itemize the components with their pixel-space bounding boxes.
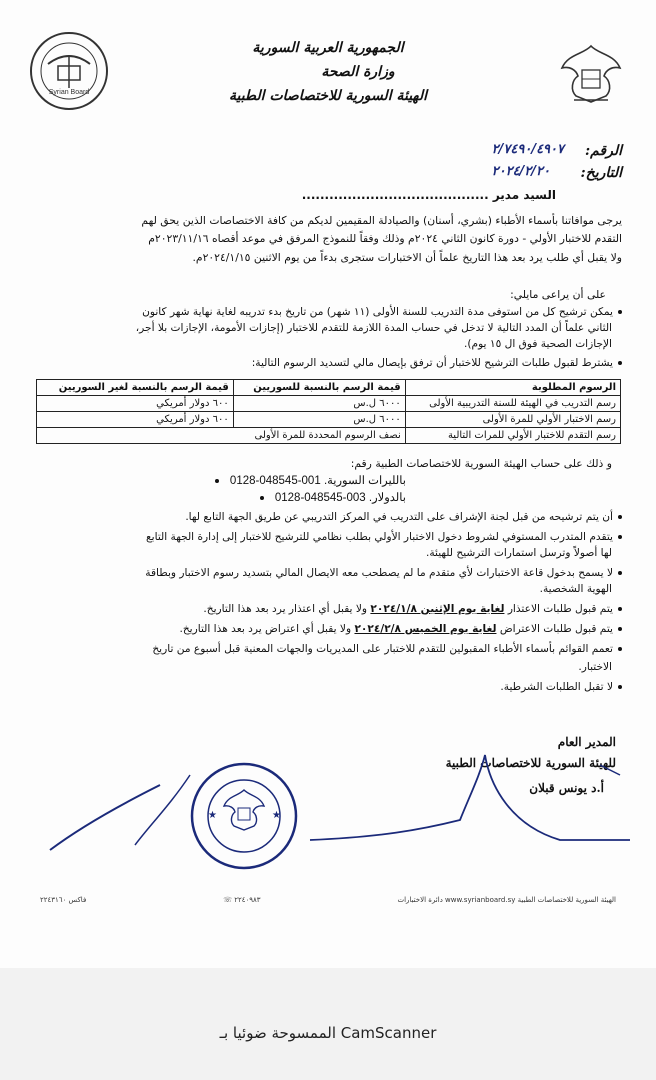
note-item-1: يمكن ترشيح كل من استوفى مدة التدريب للسنة الأولى (١١ شهر) من تاريخ بدء تدريبه لغاية نهاية شهر كانون — [34, 305, 622, 320]
rule-item-3-cont: الهوية الشخصية. — [539, 583, 612, 595]
account-2 — [260, 490, 406, 504]
table-cell: رسم الاختبار الأولي للمرة الأولى — [405, 412, 620, 428]
ref-number-handwritten: ٢/٧٤٩٠/٤٩٠٧ — [491, 142, 564, 157]
table-row — [37, 428, 621, 444]
rule-item-2: يتقدم المتدرب المستوفي لشروط دخول الاختبار الأولي بطلب نظامي للترشيح للاختبار إلى إدارة الجهة التابع — [34, 530, 622, 545]
rule-item-3: لا يسمح بدخول قاعة الاختبارات لأي متقدم ما لم يصطحب معه الايصال المالي بتسديد رسوم الاختبار وبطاقة — [34, 566, 622, 581]
account-1 — [215, 473, 406, 487]
board-title: الهيئة السورية للاختصاصات الطبية — [228, 88, 428, 104]
fees-table — [36, 379, 621, 444]
table-cell: ٦٠٠٠ ل.س — [233, 412, 405, 428]
logo-left-text: Syrian Board — [48, 89, 90, 96]
rule-item-6-cont: الاختبار. — [578, 661, 612, 673]
table-row — [37, 396, 621, 412]
signature-name: أ.د يونس قبلان — [529, 781, 604, 795]
signature-org: للهيئة السورية للاختصاصات الطبية — [445, 756, 616, 770]
rule-item-5: يتم قبول طلبات الاعتراض لغاية يوم الخميس ٢٠٢٤/٢/٨ ولا يقبل أي اعتراض يرد بعد هذا التاريخ. — [34, 622, 622, 637]
account-1-label: بالليرات السورية. — [323, 475, 406, 487]
note-item-1-cont-b: الإجازات الصحية فوق ال ١٥ يوم). — [464, 338, 612, 350]
table-cell: نصف الرسوم المحددة للمرة الأولى — [37, 428, 406, 444]
notes-title: على أن يراعى مايلي: — [510, 288, 606, 301]
footer-phone: ٢٢٤٠٩٨٣ ☏ — [223, 896, 261, 904]
page-footer — [40, 896, 616, 904]
table-cell: ٦٠٠ دولار أمريكي — [37, 412, 234, 428]
ref-number-label: الرقم: — [584, 143, 622, 159]
account-1-number: 0128-048545-001 — [229, 475, 321, 487]
ref-date-label: التاريخ: — [580, 165, 622, 181]
accounts-intro: و ذلك على حساب الهيئة السورية للاختصاصات الطبية رقم: — [350, 457, 612, 470]
republic-title: الجمهورية العربية السورية — [252, 40, 404, 56]
footer-left: الهيئة السورية للاختصاصات الطبية www.syrianboard.sy دائرة الاختبارات — [397, 896, 616, 904]
table-header-row — [37, 380, 621, 396]
rule-item-6: تعمم القوائم بأسماء الأطباء المقبولين للتقدم للاختبار على المديريات والجهات المعنية قبل أسبوع من تاريخ — [34, 642, 622, 657]
rule-item-4: يتم قبول طلبات الاعتذار لغاية يوم الإثنين ٢٠٢٤/١/٨ ولا يقبل أي اعتذار يرد بعد هذا التاريخ. — [34, 602, 622, 617]
rule-item-2-cont: لها أصولاً وترسل استمارات الترشيح للهيئة. — [425, 547, 612, 559]
table-header-cell: قيمة الرسم بالنسبة للسوريين — [233, 380, 405, 396]
table-row — [37, 412, 621, 428]
table-cell: ٦٠٠ دولار أمريكي — [37, 396, 234, 412]
rule-item-7: لا تقبل الطلبات الشرطية. — [34, 680, 622, 695]
intro-line-2: التقدم للاختبار الأولي - دورة كانون الثاني ٢٠٢٤م وذلك وفقاً للنموذج المرفق في موعد أقصاه ٢٠٢٣/١١/١٦م — [148, 232, 622, 245]
ministry-title: وزارة الصحة — [321, 64, 395, 80]
intro-line-3: ولا يقبل أي طلب يرد بعد هذا التاريخ علماً أن الاختبارات ستجرى بدءاً من يوم الاثنين ٢٠٢٤/١/١٥م. — [192, 251, 622, 264]
note-item-2: يشترط لقبول طلبات الترشيح للاختبار أن ترفق بإيصال مالي لتسديد الرسوم التالية: — [34, 356, 622, 371]
footer-fax: فاكس ٢٢٤٣١٦٠ — [40, 896, 87, 904]
table-header-cell: الرسوم المطلوبة — [405, 380, 620, 396]
salutation: السيد مدير ......................................... — [301, 188, 556, 202]
camscanner-watermark: الممسوحة ضوئيا بـ CamScanner — [219, 1024, 437, 1042]
table-cell: ٦٠٠٠ ل.س — [233, 396, 405, 412]
note-item-1-cont-a: الثاني علماً أن المدد التالية لا تدخل في حساب المدة اللازمة للتقدم للاختبار (إجازات الأمومة، الإجازات بلا أجر، — [135, 322, 612, 334]
svg-text:★: ★ — [272, 810, 281, 821]
table-header-cell: قيمة الرسم بالنسبة لغير السوريين — [37, 380, 234, 396]
svg-text:★: ★ — [208, 810, 217, 821]
signature-title: المدير العام — [557, 735, 616, 749]
account-2-label: بالدولار. — [368, 492, 406, 504]
table-cell: رسم التقدم للاختبار الأولي للمرات التالية — [405, 428, 620, 444]
table-cell: رسم التدريب في الهيئة للسنة التدريبية الأولى — [405, 396, 620, 412]
account-2-number: 0128-048545-003 — [274, 492, 366, 504]
handwritten-signature-icon — [40, 745, 640, 855]
intro-line-1: يرجى موافاتنا بأسماء الأطباء (بشري، أسنان) والصيادلة المقيمين لديكم من كافة الاختصاصات الذين يحق لهم — [141, 214, 622, 227]
rule-item-1: أن يتم ترشيحه من قبل لجنة الإشراف على التدريب في المركز التدريبي عن طريق الجهة التابع لها. — [34, 510, 622, 525]
ref-date-handwritten: ٢٠٢٤/٢/٢٠ — [491, 164, 550, 179]
